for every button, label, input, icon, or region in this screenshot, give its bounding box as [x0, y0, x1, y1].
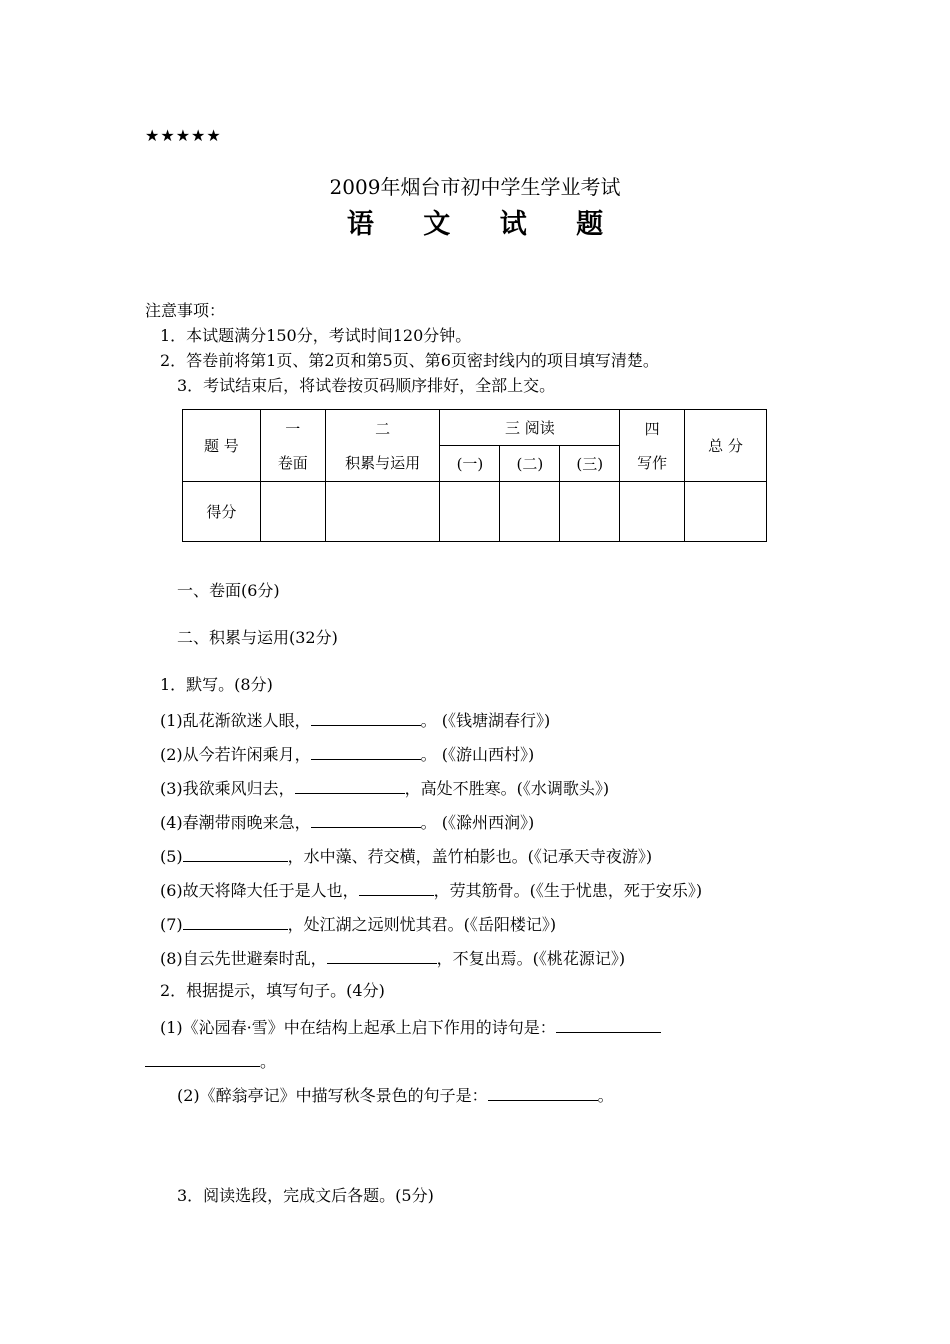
answer-blank-7[interactable] — [183, 915, 288, 930]
dictation-line-7 — [160, 915, 556, 933]
dictation-line-6-prompt: (6)故天将降大任于是人也， — [160, 881, 359, 900]
answer-blank-4[interactable] — [311, 813, 421, 828]
header-cell-number: 题 号 — [183, 410, 261, 482]
answer-blank-2[interactable] — [311, 745, 421, 760]
dictation-line-8 — [160, 949, 625, 967]
answer-blank-10[interactable] — [488, 1086, 598, 1101]
dictation-line-1-prompt: (1)乱花渐欲迷人眼， — [160, 711, 311, 730]
header-cell-writing — [620, 410, 685, 482]
fill-line-2 — [177, 1086, 614, 1104]
header-cell-accumulation-bottom: 积累与运用 — [345, 453, 421, 472]
dictation-line-1-source: 。 (《钱塘湖春行》) — [420, 711, 551, 730]
fill-line-2-end: 。 — [597, 1086, 614, 1105]
score-cell-total[interactable] — [685, 482, 767, 542]
fill-line-1-prompt: (1)《沁园春·雪》中在结构上起承上启下作用的诗句是： — [160, 1018, 556, 1037]
dictation-line-4-prompt: (4)春潮带雨晚来急， — [160, 813, 311, 832]
dictation-line-6-source: ，劳其筋骨。(《生于忧患，死于安乐》) — [433, 881, 703, 900]
score-cell-reading-3[interactable] — [560, 482, 620, 542]
notice-item-1: 1．本试题满分150分，考试时间120分钟。 — [160, 326, 472, 345]
score-cell-reading-2[interactable] — [500, 482, 560, 542]
answer-blank-9a[interactable] — [556, 1018, 661, 1033]
fill-line-1 — [160, 1018, 661, 1036]
score-cell-accumulation[interactable] — [325, 482, 440, 542]
dictation-line-2 — [160, 745, 534, 763]
dictation-line-8-prompt: (8)自云先世避秦时乱， — [160, 949, 327, 968]
header-cell-accumulation — [325, 410, 440, 482]
notice-item-2: 2．答卷前将第1页、第2页和第5页、第6页密封线内的项目填写清楚。 — [160, 351, 659, 370]
dictation-line-5-prompt: (5) — [160, 847, 183, 866]
dictation-line-5-source: ，水中藻、荇交横，盖竹柏影也。(《记承天寺夜游》) — [287, 847, 653, 866]
score-row-label: 得分 — [183, 482, 261, 542]
section-1-heading: 一、卷面(6分) — [177, 581, 280, 600]
fill-line-2-prompt: (2)《醉翁亭记》中描写秋冬景色的句子是： — [177, 1086, 488, 1105]
answer-blank-8[interactable] — [327, 949, 437, 964]
dictation-line-7-source: ，处江湖之远则忧其君。(《岳阳楼记》) — [287, 915, 557, 934]
answer-blank-3[interactable] — [295, 779, 405, 794]
header-cell-writing-bottom: 写作 — [637, 453, 668, 472]
header-cell-reading: 三 阅读 — [440, 410, 620, 446]
dictation-line-1 — [160, 711, 550, 729]
dictation-line-4 — [160, 813, 534, 831]
notice-item-3: 3．考试结束后，将试卷按页码顺序排好，全部上交。 — [177, 376, 556, 395]
score-table — [182, 409, 767, 542]
dictation-line-2-prompt: (2)从今若许闲乘月， — [160, 745, 311, 764]
header-cell-reading-2: (二) — [500, 446, 560, 482]
exam-title: 语 文 试 题 — [346, 209, 624, 240]
fill-line-1-end: 。 — [260, 1052, 277, 1071]
answer-blank-6[interactable] — [359, 881, 434, 896]
exam-subtitle: 2009年烟台市初中学生学业考试 — [329, 175, 621, 199]
score-cell-reading-1[interactable] — [440, 482, 500, 542]
dictation-line-4-source: 。 (《滁州西涧》) — [420, 813, 535, 832]
dictation-line-7-prompt: (7) — [160, 915, 183, 934]
dictation-line-8-source: ，不复出焉。(《桃花源记》) — [436, 949, 626, 968]
score-cell-layout[interactable] — [260, 482, 325, 542]
header-cell-layout-top: 一 — [285, 419, 301, 438]
dictation-line-3-source: ，高处不胜寒。(《水调歌头》) — [404, 779, 610, 798]
answer-blank-1[interactable] — [311, 711, 421, 726]
header-cell-total: 总 分 — [685, 410, 767, 482]
section-2-heading: 二、积累与运用(32分) — [177, 628, 338, 647]
header-cell-reading-1: (一) — [440, 446, 500, 482]
score-cell-writing[interactable] — [620, 482, 685, 542]
header-cell-accumulation-top: 二 — [375, 419, 391, 438]
header-cell-reading-3: (三) — [560, 446, 620, 482]
question-1-heading: 1．默写。(8分) — [160, 675, 273, 694]
question-3-heading: 3．阅读选段，完成文后各题。(5分) — [177, 1186, 434, 1205]
dictation-line-2-source: 。 (《游山西村》) — [420, 745, 535, 764]
answer-blank-5[interactable] — [183, 847, 288, 862]
answer-blank-9b[interactable] — [145, 1052, 260, 1067]
header-cell-writing-top: 四 — [644, 419, 660, 438]
notice-heading: 注意事项： — [145, 301, 226, 320]
dictation-line-5 — [160, 847, 652, 865]
question-2-heading: 2．根据提示，填写句子。(4分) — [160, 981, 385, 1000]
fill-line-1-continued — [145, 1052, 276, 1070]
rating-stars: ★★★★★ — [145, 126, 222, 145]
header-cell-layout-bottom: 卷面 — [277, 453, 308, 472]
dictation-line-3 — [160, 779, 609, 797]
dictation-line-6 — [160, 881, 702, 899]
header-cell-layout — [260, 410, 325, 482]
dictation-line-3-prompt: (3)我欲乘风归去， — [160, 779, 295, 798]
